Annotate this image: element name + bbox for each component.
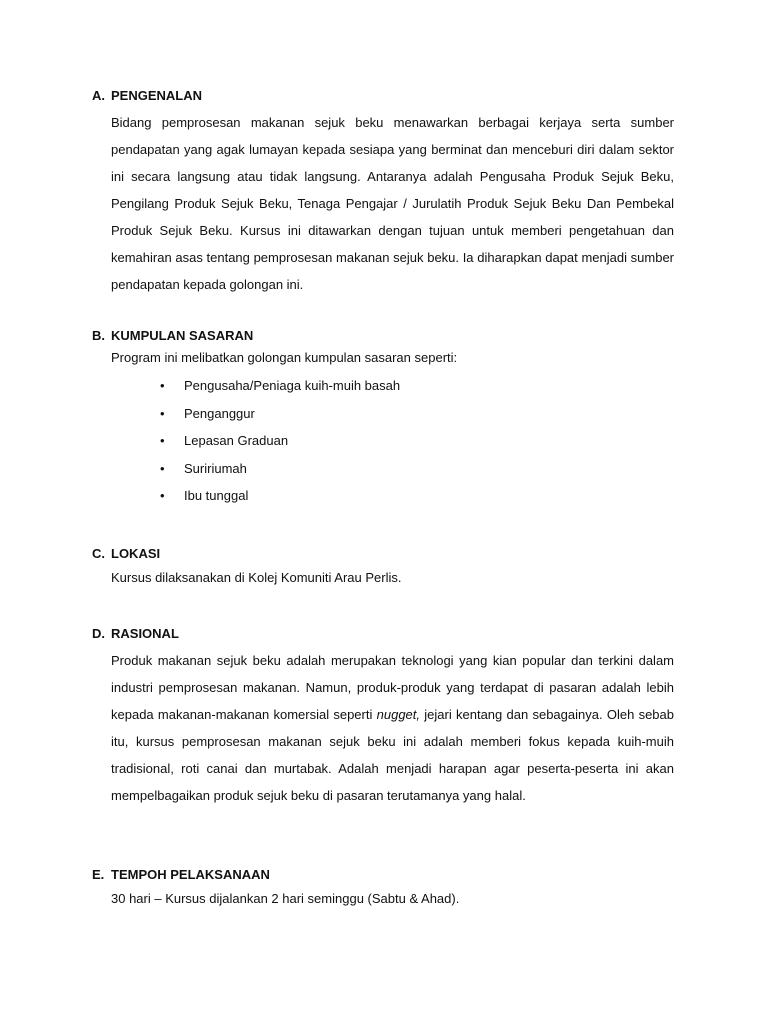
section-text: 30 hari – Kursus dijalankan 2 hari seminggu (Sabtu & Ahad). xyxy=(111,891,460,906)
bullet-icon: • xyxy=(160,433,165,448)
bullet-icon: • xyxy=(160,405,165,421)
bullet-icon: • xyxy=(160,488,165,503)
section-rasional xyxy=(92,626,676,809)
section-heading xyxy=(92,546,676,562)
section-letter: B. xyxy=(92,328,105,343)
list-item-label: Suririumah xyxy=(184,460,247,476)
section-paragraph xyxy=(111,647,674,809)
list-item xyxy=(92,427,676,455)
bullet-icon: • xyxy=(160,378,165,393)
section-title: PENGENALAN xyxy=(111,88,203,103)
section-letter: C. xyxy=(92,546,105,561)
section-title: LOKASI xyxy=(111,546,161,561)
section-lokasi xyxy=(92,546,676,588)
section-letter: E. xyxy=(92,867,105,882)
section-letter: A. xyxy=(92,88,105,103)
target-group-list xyxy=(92,372,676,510)
list-item xyxy=(92,400,676,428)
paragraph-part: jejari kentang dan sebagainya. Oleh sebab itu, kursus pemprosesan makanan sejuk beku ini adalah memberi fokus kepada kuih-muih tradisional, roti canai dan murtabak. Adalah menjadi harapan agar peserta-peserta ini akan mempelbagaikan produk sejuk beku di pasaran terutamanya yang halal. xyxy=(111,707,674,803)
paragraph-part: Produk makanan sejuk beku adalah merupakan teknologi yang kian popular dan terkini dalam industri pemprosesan makanan. Namun, produk-produk yang terdapat di pasaran adalah lebih kepada makanan-makanan komersial seperti xyxy=(111,653,674,722)
section-title: KUMPULAN SASARAN xyxy=(111,328,254,343)
list-item xyxy=(92,482,676,510)
section-title: RASIONAL xyxy=(111,626,179,641)
section-tempoh-pelaksanaan xyxy=(92,867,676,909)
list-item-label: Penganggur xyxy=(184,405,255,421)
section-heading xyxy=(92,328,676,344)
section-heading xyxy=(92,626,676,642)
section-heading xyxy=(92,88,676,104)
section-heading xyxy=(92,867,676,883)
section-letter: D. xyxy=(92,626,105,641)
list-item xyxy=(92,455,676,483)
bullet-icon: • xyxy=(160,460,165,476)
list-item-label: Lepasan Graduan xyxy=(184,433,289,448)
section-intro: Program ini melibatkan golongan kumpulan sasaran seperti: xyxy=(111,350,458,365)
list-item xyxy=(92,372,676,400)
list-item-label: Pengusaha/Peniaga kuih-muih basah xyxy=(184,378,401,393)
list-item-label: Ibu tunggal xyxy=(184,488,249,503)
section-pengenalan xyxy=(92,88,676,298)
section-kumpulan-sasaran xyxy=(92,328,676,510)
section-title: TEMPOH PELAKSANAAN xyxy=(111,867,270,882)
paragraph-italic-term: nugget, xyxy=(376,707,421,722)
section-paragraph: Bidang pemprosesan makanan sejuk beku menawarkan berbagai kerjaya serta sumber pendapatan yang agak lumayan kepada sesiapa yang berminat dan menceburi diri dalam sektor ini secara langsung atau tidak langsung. Antaranya adalah Pengusaha Produk Sejuk Beku, Pengilang Produk Sejuk Beku, Tenaga Pengajar / Jurulatih Produk Sejuk Beku Dan Pembekal Produk Sejuk Beku. Kursus ini ditawarkan dengan tujuan untuk memberi pengetahuan dan kemahiran asas tentang pemprosesan makanan sejuk beku. Ia diharapkan dapat menjadi sumber pendapatan kepada golongan ini. xyxy=(111,115,674,292)
section-text: Kursus dilaksanakan di Kolej Komuniti Arau Perlis. xyxy=(111,570,402,585)
